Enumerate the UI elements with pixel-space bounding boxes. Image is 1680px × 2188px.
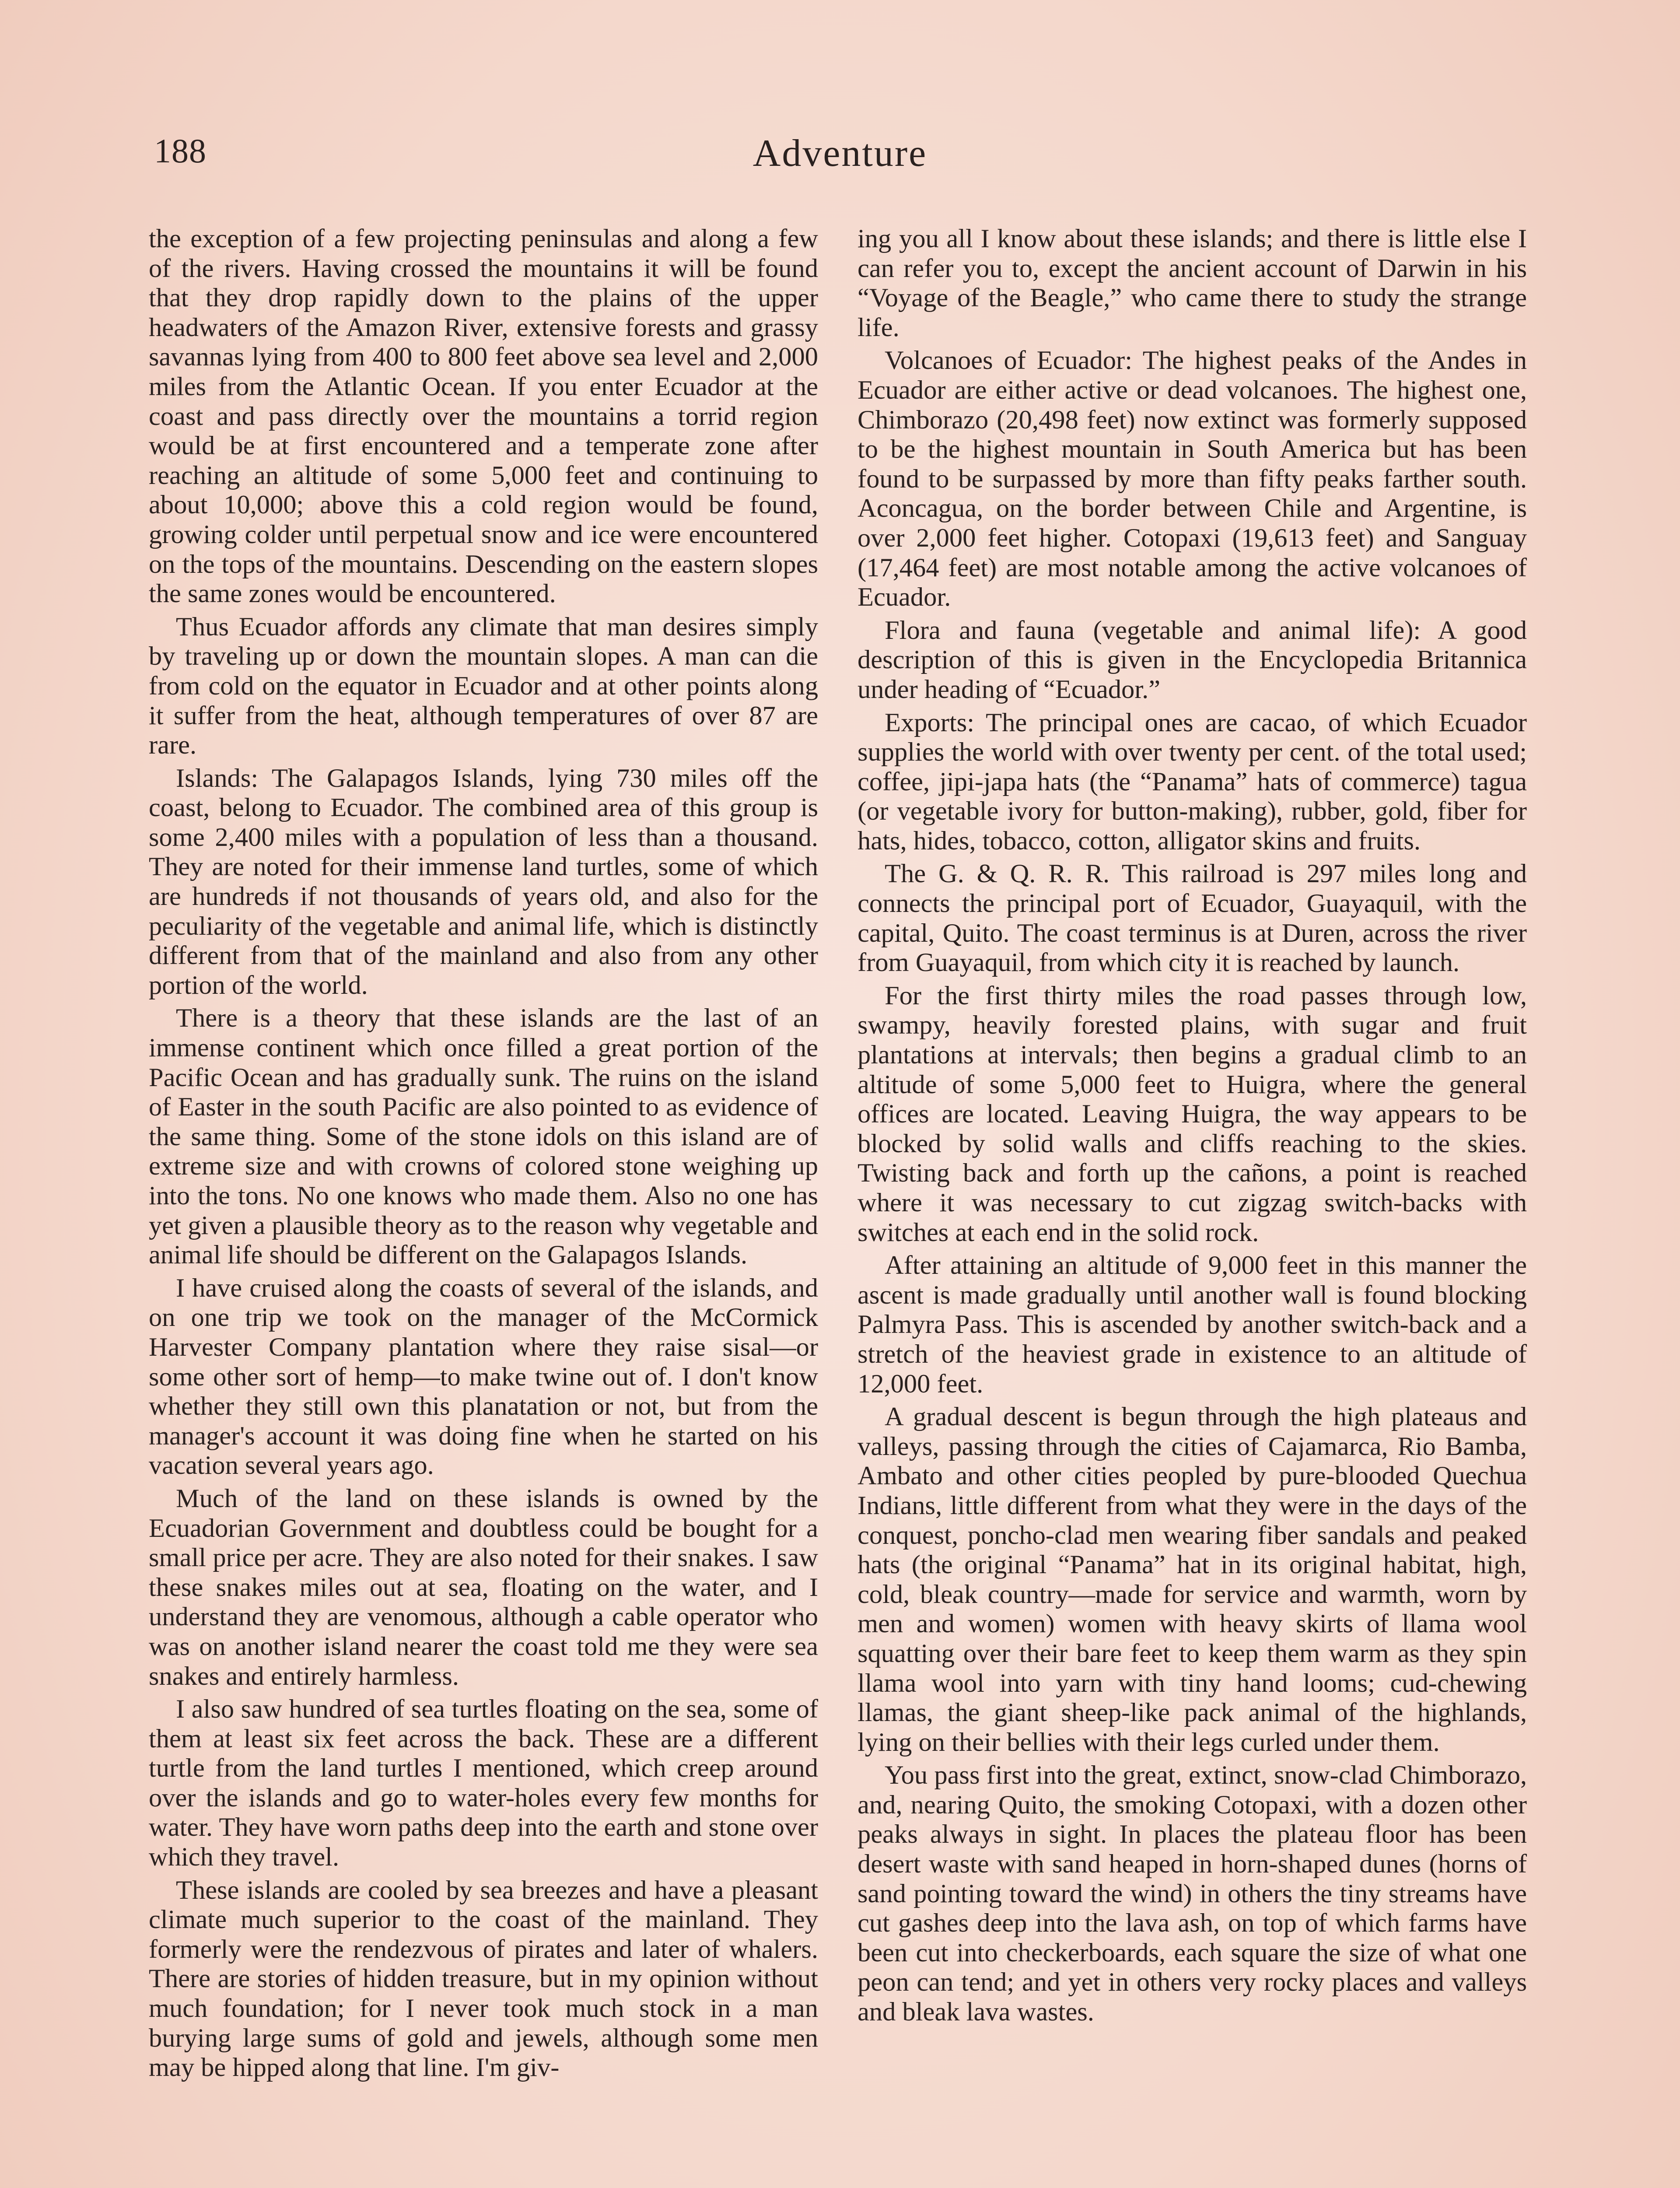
left-column: [149, 224, 818, 2086]
paragraph: For the first thirty miles the road passes through low, swampy, heavily forested plains, with sugar and fruit plantations at intervals; then begins a gradual climb to an altitude of some 5,000 feet to Huigra, where the general offices are located. Leaving Huigra, the way appears to be blocked by solid walls and cliffs reaching to the skies. Twisting back and forth up the cañons, a point is reached where it was necessary to cut zigzag switch-backs with switches at each end in the solid rock.: [858, 981, 1527, 1247]
paragraph: Thus Ecuador affords any climate that man desires simply by traveling up or down the mountain slopes. A man can die from cold on the equator in Ecuador and at other points along it suffer from the heat, although temperatures of over 87 are rare.: [149, 612, 818, 760]
page-number: 188: [154, 132, 206, 170]
right-column: [858, 224, 1527, 2030]
paragraph: There is a theory that these islands are the last of an immense continent which once filled a great portion of the Pacific Ocean and has gradually sunk. The ruins on the island of Easter in the south Pacific are also pointed to as evidence of the same thing. Some of the stone idols on this island are of extreme size and with crowns of colored stone weighing up into the tons. No one knows who made them. Also no one has yet given a plausible theory as to the reason why vegetable and animal life should be different on the Galapagos Islands.: [149, 1003, 818, 1270]
paragraph: A gradual descent is begun through the high plateaus and valleys, passing through the cities of Cajamarca, Rio Bamba, Ambato and other cities peopled by pure-blooded Quechua Indians, little different from what they were in the days of the conquest, poncho-clad men wearing fiber sandals and peaked hats (the original “Panama” hat in its original habitat, high, cold, bleak country—made for service and warmth, worn by men and women) women with heavy skirts of llama wool squatting over their bare feet to keep them warm as they spin llama wool into yarn with tiny hand looms; cud-chewing llamas, the giant sheep-like pack animal of the highlands, lying on their bellies with their legs curled under them.: [858, 1402, 1527, 1757]
paragraph: the exception of a few projecting peninsulas and along a few of the rivers. Having crossed the mountains it will be found that they drop rapidly down to the plains of the upper headwaters of the Amazon River, extensive forests and grassy savannas lying from 400 to 800 feet above sea level and 2,000 miles from the Atlantic Ocean. If you enter Ecuador at the coast and pass directly over the mountains a torrid region would be at first encountered and a temperate zone after reaching an altitude of some 5,000 feet and continuing to about 10,000; above this a cold region would be found, growing colder until perpetual snow and ice were encountered on the tops of the mountains. Descending on the eastern slopes the same zones would be encountered.: [149, 224, 818, 609]
paragraph: The G. & Q. R. R. This railroad is 297 miles long and connects the principal port of Ecuador, Guayaquil, with the capital, Quito. The coast terminus is at Duren, across the river from Guayaquil, from which city it is reached by launch.: [858, 859, 1527, 978]
paragraph: Volcanoes of Ecuador: The highest peaks of the Andes in Ecuador are either active or dead volcanoes. The highest one, Chimborazo (20,498 feet) now extinct was formerly supposed to be the highest mountain in South America but has been found to be surpassed by more than fifty peaks farther south. Aconcagua, on the border between Chile and Argentine, is over 2,000 feet higher. Cotopaxi (19,613 feet) and Sanguay (17,464 feet) are most notable among the active volcanoes of Ecuador.: [858, 346, 1527, 612]
paragraph: I also saw hundred of sea turtles floating on the sea, some of them at least six feet across the back. These are a different turtle from the land turtles I mentioned, which creep around over the islands and go to water-holes every few months for water. They have worn paths deep into the earth and stone over which they travel.: [149, 1694, 818, 1872]
paragraph: Exports: The principal ones are cacao, of which Ecuador supplies the world with over twenty per cent. of the total used; coffee, jipi-japa hats (the “Panama” hats of commerce) tagua (or vegetable ivory for button-making), rubber, gold, fiber for hats, hides, tobacco, cotton, alligator skins and fruits.: [858, 708, 1527, 856]
paragraph: Much of the land on these islands is owned by the Ecuadorian Government and doubtless could be bought for a small price per acre. They are also noted for their snakes. I saw these snakes miles out at sea, floating on the water, and I understand they are venomous, although a cable operator who was on another island nearer the coast told me they were sea snakes and entirely harmless.: [149, 1483, 818, 1691]
running-head-title: Adventure: [752, 132, 928, 175]
paragraph: Islands: The Galapagos Islands, lying 730 miles off the coast, belong to Ecuador. The combined area of this group is some 2,400 miles with a population of less than a thousand. They are noted for their immense land turtles, some of which are hundreds if not thousands of years old, and also for the peculiarity of the vegetable and animal life, which is distinctly different from that of the mainland and also from any other portion of the world.: [149, 763, 818, 1000]
paragraph: ing you all I know about these islands; and there is little else I can refer you to, except the ancient account of Darwin in his “Voyage of the Beagle,” who came there to study the strange life.: [858, 224, 1527, 342]
paragraph: After attaining an altitude of 9,000 feet in this manner the ascent is made gradually until another wall is found blocking Palmyra Pass. This is ascended by another switch-back and a stretch of the heaviest grade in existence to an altitude of 12,000 feet.: [858, 1251, 1527, 1399]
paragraph: You pass first into the great, extinct, snow-clad Chimborazo, and, nearing Quito, the smoking Cotopaxi, with a dozen other peaks always in sight. In places the plateau floor has been desert waste with sand heaped in horn-shaped dunes (horns of sand pointing toward the wind) in others the tiny streams have cut gashes deep into the lava ash, on top of which farms have been cut into checkerboards, each square the size of what one peon can tend; and yet in others very rocky places and valleys and bleak lava wastes.: [858, 1760, 1527, 2027]
paragraph: Flora and fauna (vegetable and animal life): A good description of this is given in the Encyclopedia Britannica under heading of “Ecuador.”: [858, 615, 1527, 704]
paragraph: These islands are cooled by sea breezes and have a pleasant climate much superior to the coast of the mainland. They formerly were the rendezvous of pirates and later of whalers. There are stories of hidden treasure, but in my opinion without much foundation; for I never took much stock in a man burying large sums of gold and jewels, although some men may be hipped along that line. I'm giv-: [149, 1875, 818, 2083]
paragraph: I have cruised along the coasts of several of the islands, and on one trip we took on the manager of the McCormick Harvester Company plantation where they raise sisal—or some other sort of hemp—to make twine out of. I don't know whether they still own this planatation or not, but from the manager's account it was doing fine when he started on his vacation several years ago.: [149, 1273, 818, 1480]
